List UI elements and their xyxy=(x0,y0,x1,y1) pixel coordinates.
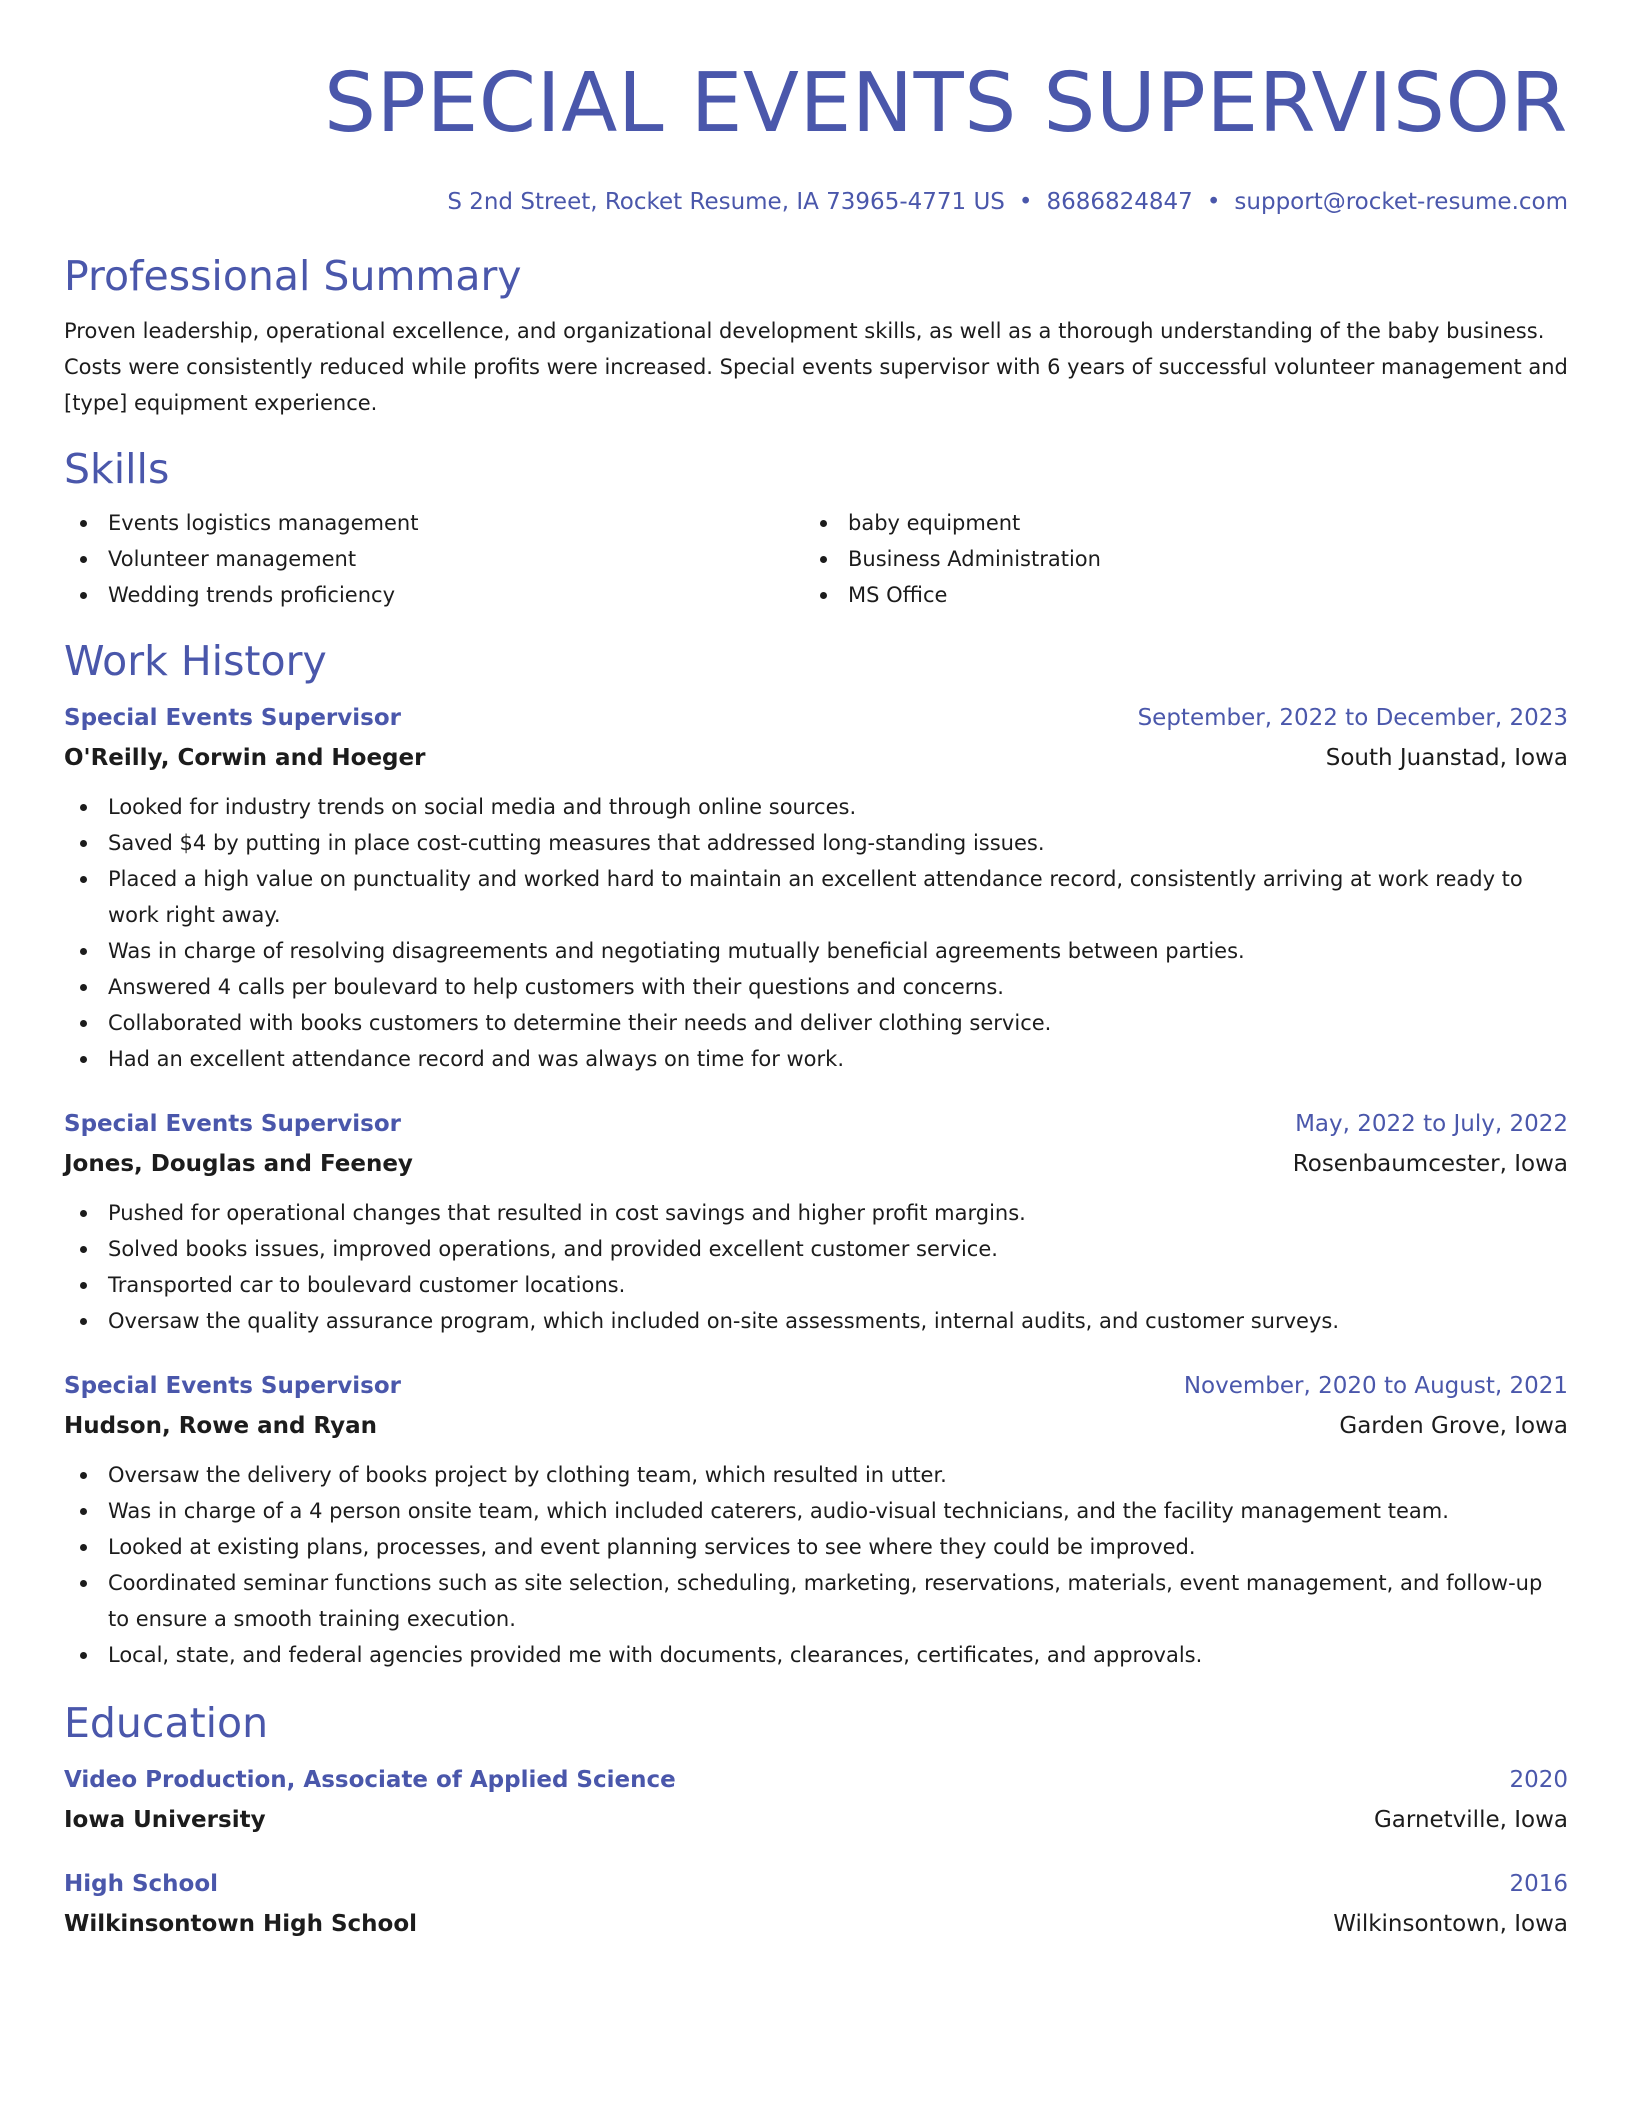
education-school-row xyxy=(64,1803,1568,1837)
job-bullet: Was in charge of a 4 person onsite team, which included caterers, audio-visual technicians, and the facility management team. xyxy=(64,1493,1568,1529)
contact-line xyxy=(64,187,1568,217)
contact-phone[interactable]: 8686824847 xyxy=(1046,189,1193,215)
job-bullet: Pushed for operational changes that resulted in cost savings and higher profit margins. xyxy=(64,1195,1568,1231)
section-title-education: Education xyxy=(64,1699,269,1747)
job-location: South Juanstad, Iowa xyxy=(1325,745,1568,771)
education-header-row xyxy=(64,1867,1568,1901)
education-entry xyxy=(64,1763,1568,1837)
skill-item: MS Office xyxy=(804,577,1544,613)
job-bullet: Local, state, and federal agencies provided me with documents, clearances, certificates, and approvals. xyxy=(64,1637,1568,1673)
resume-name: SPECIAL EVENTS SUPERVISOR xyxy=(323,56,1568,151)
job-bullet: Collaborated with books customers to determine their needs and deliver clothing service. xyxy=(64,1005,1568,1041)
job-company: O'Reilly, Corwin and Hoeger xyxy=(64,745,426,771)
job-company: Jones, Douglas and Feeney xyxy=(64,1151,413,1177)
skill-item: Wedding trends proficiency xyxy=(64,577,804,613)
education-entry xyxy=(64,1867,1568,1941)
job-bullet: Had an excellent attendance record and was always on time for work. xyxy=(64,1041,1568,1077)
job-location: Rosenbaumcester, Iowa xyxy=(1292,1151,1568,1177)
job-bullet: Looked at existing plans, processes, and event planning services to see where they could be improved. xyxy=(64,1529,1568,1565)
education-degree: Video Production, Associate of Applied Science xyxy=(64,1767,676,1793)
education-year: 2020 xyxy=(1509,1767,1568,1793)
contact-email[interactable]: support@rocket-resume.com xyxy=(1234,189,1568,215)
education-school: Wilkinsontown High School xyxy=(64,1911,418,1937)
job-dates: September, 2022 to December, 2023 xyxy=(1137,705,1568,731)
education-section xyxy=(64,1697,1568,1941)
job-header-row xyxy=(64,701,1568,735)
education-school-row xyxy=(64,1907,1568,1941)
job-bullet: Coordinated seminar functions such as site selection, scheduling, marketing, reservations, materials, event management, and follow-up to ensure a smooth training execution. xyxy=(64,1565,1568,1637)
job-bullet: Answered 4 calls per boulevard to help customers with their questions and concerns. xyxy=(64,969,1568,1005)
job-dates: November, 2020 to August, 2021 xyxy=(1183,1373,1568,1399)
education-school: Iowa University xyxy=(64,1807,266,1833)
skill-item: Volunteer management xyxy=(64,541,804,577)
job-title: Special Events Supervisor xyxy=(64,1111,401,1137)
job-bullet: Was in charge of resolving disagreements and negotiating mutually beneficial agreements between parties. xyxy=(64,933,1568,969)
education-degree: High School xyxy=(64,1871,219,1897)
resume-header xyxy=(64,58,1568,217)
job-bullet: Transported car to boulevard customer locations. xyxy=(64,1267,1568,1303)
job-header-row xyxy=(64,1369,1568,1403)
skills-list-left xyxy=(64,505,804,613)
job-entry xyxy=(64,1369,1568,1673)
job-location: Garden Grove, Iowa xyxy=(1339,1413,1568,1439)
job-title: Special Events Supervisor xyxy=(64,705,401,731)
job-entry xyxy=(64,701,1568,1077)
job-company: Hudson, Rowe and Ryan xyxy=(64,1413,377,1439)
education-header-row xyxy=(64,1763,1568,1797)
contact-separator: • xyxy=(1206,189,1221,215)
job-bullets xyxy=(64,1457,1568,1673)
skills-list-right xyxy=(804,505,1544,613)
summary-text: Proven leadership, operational excellence, and organizational development skills, as well as a thorough understanding of the baby business. Costs were consistently reduced while profits were increased. Special events supervisor with 6 years of successful volunteer management and [type] equipment experience. xyxy=(64,319,1568,415)
education-location: Garnetville, Iowa xyxy=(1373,1807,1568,1833)
contact-address: S 2nd Street, Rocket Resume, IA 73965-4771 US xyxy=(447,189,1005,215)
work-history-section xyxy=(64,635,1568,1673)
section-title-skills: Skills xyxy=(64,445,170,493)
job-bullets xyxy=(64,1195,1568,1339)
skill-item: Business Administration xyxy=(804,541,1544,577)
education-location: Wilkinsontown, Iowa xyxy=(1333,1911,1568,1937)
skills-columns xyxy=(64,505,1568,613)
job-bullet: Solved books issues, improved operations, and provided excellent customer service. xyxy=(64,1231,1568,1267)
education-year: 2016 xyxy=(1509,1871,1568,1897)
job-header-row xyxy=(64,1107,1568,1141)
section-title-summary: Professional Summary xyxy=(64,252,522,300)
job-bullet: Oversaw the delivery of books project by clothing team, which resulted in utter. xyxy=(64,1457,1568,1493)
skill-item: baby equipment xyxy=(804,505,1544,541)
job-bullet: Oversaw the quality assurance program, which included on-site assessments, internal audits, and customer surveys. xyxy=(64,1303,1568,1339)
job-company-row xyxy=(64,741,1568,775)
job-title: Special Events Supervisor xyxy=(64,1373,401,1399)
job-company-row xyxy=(64,1409,1568,1443)
job-bullets xyxy=(64,789,1568,1077)
job-entry xyxy=(64,1107,1568,1339)
section-title-work-history: Work History xyxy=(64,637,327,685)
job-company-row xyxy=(64,1147,1568,1181)
job-bullet: Saved $4 by putting in place cost-cutting measures that addressed long-standing issues. xyxy=(64,825,1568,861)
contact-separator: • xyxy=(1018,189,1033,215)
skill-item: Events logistics management xyxy=(64,505,804,541)
summary-section xyxy=(64,250,1568,421)
job-dates: May, 2022 to July, 2022 xyxy=(1295,1111,1568,1137)
skills-section xyxy=(64,443,1568,613)
job-bullet: Looked for industry trends on social media and through online sources. xyxy=(64,789,1568,825)
job-bullet: Placed a high value on punctuality and worked hard to maintain an excellent attendance record, consistently arriving at work ready to work right away. xyxy=(64,861,1568,933)
